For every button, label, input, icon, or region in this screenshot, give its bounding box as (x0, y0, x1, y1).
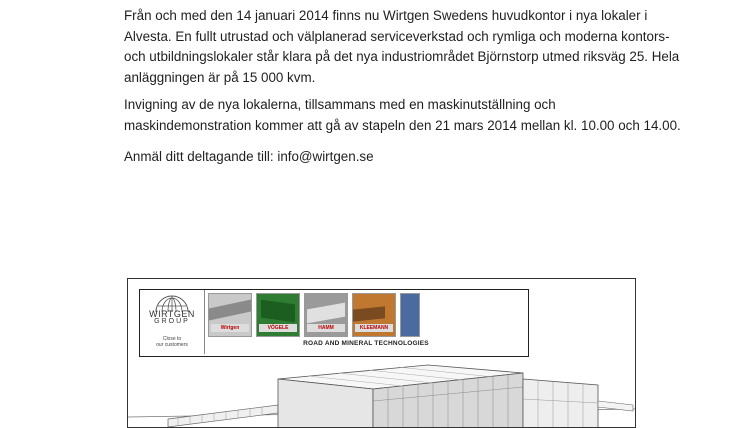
brand-tiles (208, 293, 524, 339)
paragraph-registration (124, 147, 684, 168)
brand-tile-wirtgen (208, 293, 252, 337)
brand-label: Wirtgen (211, 324, 249, 332)
wirtgen-group-banner (139, 289, 529, 357)
text-line: Från och med den 14 januari 2014 finns nu Wirtgen Swedens huvudkontor i nya lokaler i (124, 8, 648, 23)
text-line: Anmäl ditt deltagande till: info@wirtgen.se (124, 149, 374, 164)
brand-label: HAMM (307, 324, 345, 332)
brand-label: VÖGELE (259, 324, 297, 332)
logo-tagline: Close to (162, 336, 182, 342)
text-line: Invigning av de nya lokalerna, tillsammans med en maskinutställning och (124, 97, 556, 112)
brand-tile-vogele (256, 293, 300, 337)
brand-tile-partial (400, 293, 420, 337)
text-line: maskindemonstration kommer att gå av stapeln den 21 mars 2014 mellan kl. 10.00 och 14.00. (124, 117, 681, 133)
logo-tagline: our customers (156, 342, 188, 348)
text-line: Alvesta. En fullt utrustad och välplanerad serviceverkstad och rymliga och moderna kontors- (124, 28, 670, 44)
paragraph-inauguration (124, 95, 684, 136)
logo-subtext: GROUP (154, 318, 190, 325)
paragraph-intro (124, 6, 684, 88)
brand-tile-kleemann (352, 293, 396, 337)
brand-tile-hamm (304, 293, 348, 337)
text-line: anläggningen är på 15 000 kvm. (124, 69, 316, 85)
building-illustration (127, 278, 636, 428)
brand-label: KLEEMANN (355, 324, 393, 332)
building-drawing (128, 349, 636, 428)
text-line: och utbildningslokaler står klara på det nya industriområdet Björnstorp utmed riksväg 25. Hela (124, 49, 680, 65)
wirtgen-group-logo (140, 290, 205, 354)
logo-text: WIRTGEN (149, 309, 195, 319)
banner-tagline: ROAD AND MINERAL TECHNOLOGIES (303, 340, 429, 347)
